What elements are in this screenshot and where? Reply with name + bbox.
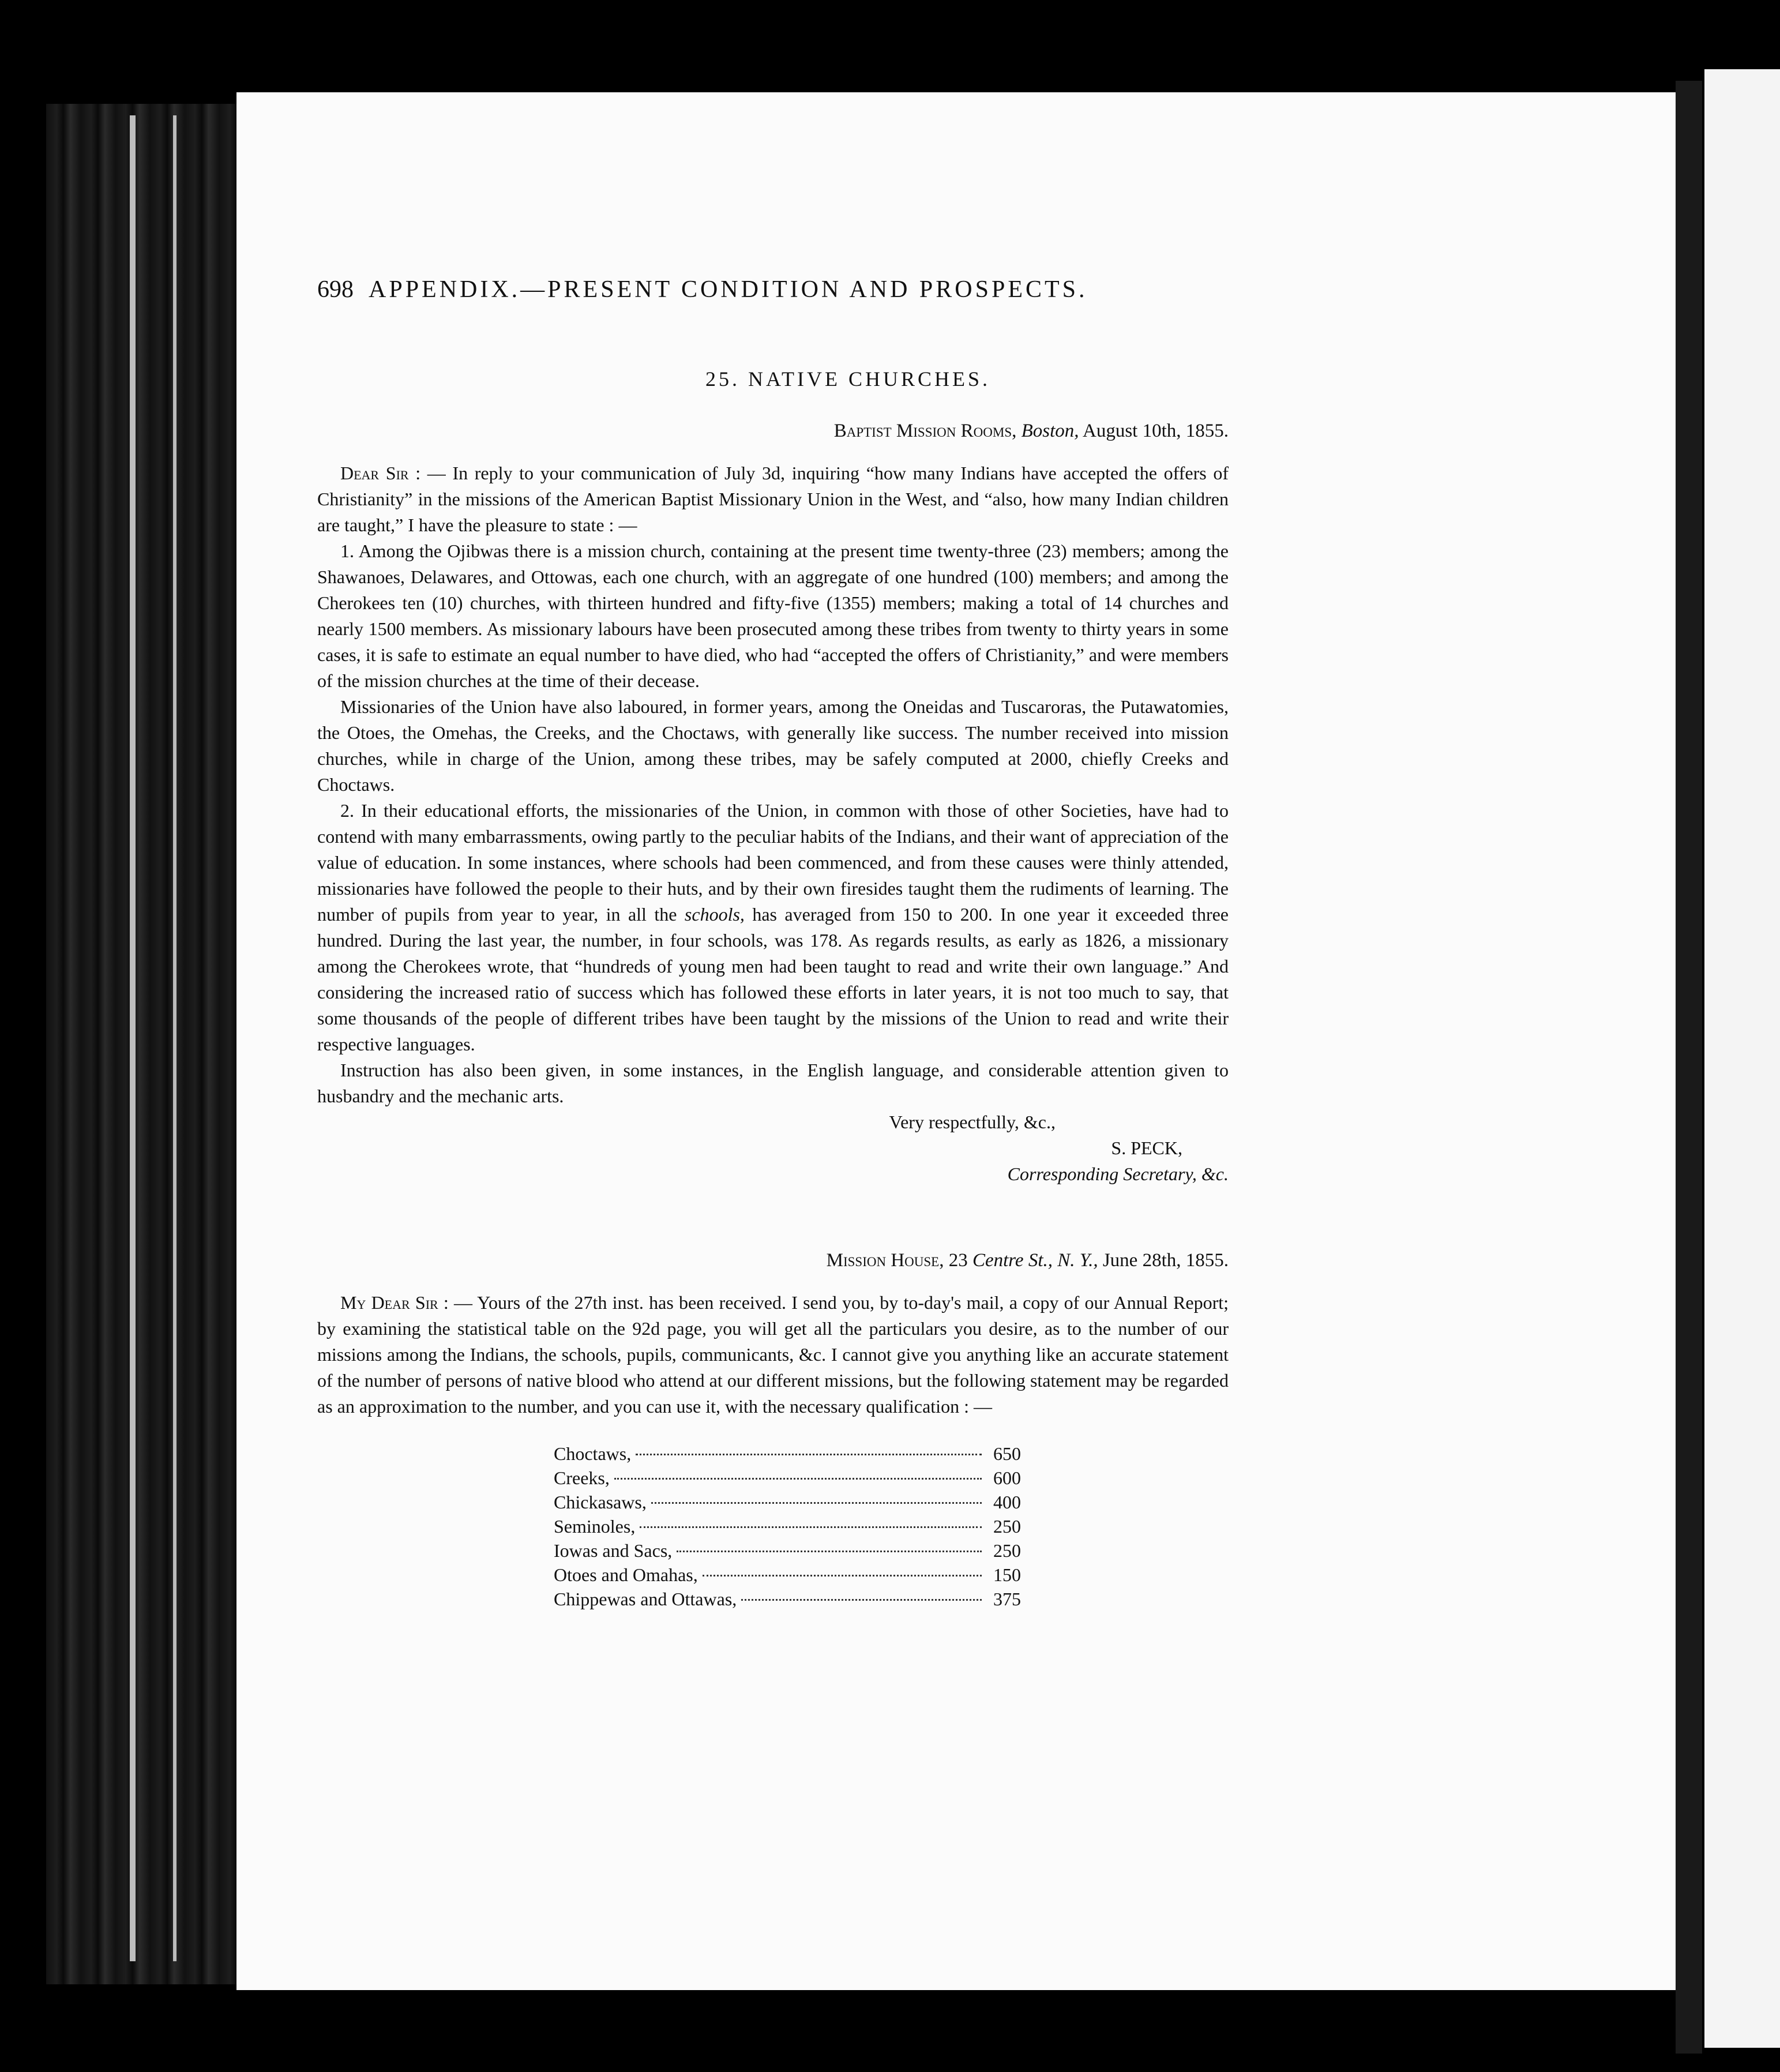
tribe-name: Otoes and Omahas, bbox=[554, 1564, 698, 1585]
leader-dots bbox=[677, 1550, 982, 1552]
spine-highlight bbox=[173, 115, 177, 1961]
table-row bbox=[554, 1442, 1021, 1466]
tribe-name: Choctaws, bbox=[554, 1443, 632, 1464]
letter1-paragraph: Instruction has also been given, in some instances, in the English language, and considerable attention given to husbandry and the mechanic arts. bbox=[317, 1060, 1229, 1106]
dateline-place: Mission House, bbox=[826, 1250, 944, 1271]
signer-name: S. PECK, bbox=[1111, 1138, 1182, 1158]
letter1-dateline bbox=[317, 418, 1229, 444]
tribe-count: 250 bbox=[993, 1540, 1021, 1561]
letter1-paragraph: 1. Among the Ojibwas there is a mission church, containing at the present time twenty-three (23) members; among the Shawanoes, Delawares, and Ottowas, each one church, with an aggregate of one hundred (100) members; and among the Cherokees ten (10) churches, with thirteen hundred and fifty-five (1355) members; making a total of 14 churches and nearly 1500 members. As missionary labours have been prosecuted among these tribes from twenty to thirty years in some cases, it is safe to estimate an equal number to have died, who had “accepted the offers of Christianity,” and were members of the mission churches at the time of their decease. bbox=[317, 540, 1229, 691]
tribe-count: 650 bbox=[993, 1443, 1021, 1464]
tribe-count: 150 bbox=[993, 1564, 1021, 1585]
tribe-count: 250 bbox=[993, 1516, 1021, 1537]
page-gutter bbox=[1676, 81, 1702, 2054]
book-spine-edge bbox=[46, 104, 236, 1984]
leader-dots bbox=[741, 1598, 982, 1601]
letter2-dateline bbox=[317, 1248, 1229, 1274]
letter1-paragraph bbox=[317, 798, 1229, 1057]
letter2-paragraph bbox=[317, 1290, 1229, 1420]
running-title: APPENDIX.—PRESENT CONDITION AND PROSPECTS. bbox=[369, 276, 1088, 303]
table-row bbox=[554, 1587, 1021, 1611]
closing: Very respectfully, &c., bbox=[889, 1112, 1056, 1132]
tribe-name: Chickasaws, bbox=[554, 1492, 647, 1512]
tribe-name: Chippewas and Ottawas, bbox=[554, 1589, 737, 1609]
leader-dots bbox=[640, 1526, 982, 1528]
tribe-name: Seminoles, bbox=[554, 1516, 636, 1537]
paragraph-text: has averaged from 150 to 200. In one year it exceeded three hundred. During the last year, the number, in four schools, was 178. As regards results, as early as 1826, a missionary among the Cherokees wrote, that “hundreds of young men had been taught to read and write their own language.” And considering the increased ratio of success which has followed these efforts in later years, it is not too much to say, that some thousands of the people of different tribes have been taught by the missions of the Union to read and write their respective languages. bbox=[317, 904, 1229, 1054]
signer-title: Corresponding Secretary, &c. bbox=[1007, 1163, 1229, 1184]
table-row bbox=[554, 1563, 1021, 1587]
page-number: 698 bbox=[317, 276, 354, 303]
dateline-street: Centre St., N. Y., bbox=[972, 1250, 1098, 1271]
leader-dots bbox=[651, 1502, 982, 1504]
letter1-paragraph bbox=[317, 460, 1229, 538]
tribe-count: 375 bbox=[993, 1589, 1021, 1609]
leader-dots bbox=[703, 1574, 982, 1576]
dateline-date: June 28th, 1855. bbox=[1102, 1250, 1229, 1271]
leader-dots bbox=[614, 1477, 982, 1480]
tribe-name: Creeks, bbox=[554, 1467, 610, 1488]
table-row bbox=[554, 1538, 1021, 1563]
letter1-paragraph: Missionaries of the Union have also laboured, in former years, among the Oneidas and Tuscaroras, the Putawatomies, the Otoes, the Omehas, the Creeks, and the Choctaws, with generally like success. The number received into mission churches, while in charge of the Union, among these tribes, may be safely computed at 2000, chiefly Creeks and Choctaws. bbox=[317, 696, 1229, 795]
paragraph-text: — In reply to your communication of July 3d, inquiring “how many Indians have accepted the offers of Christianity” in the missions of the American Baptist Missionary Union in the West, and “also, how many Indian children are taught,” I have the pleasure to state : — bbox=[317, 463, 1229, 535]
dateline-city: Boston, bbox=[1021, 421, 1079, 441]
italic-text: schools, bbox=[684, 904, 745, 925]
facing-page-edge bbox=[1704, 69, 1780, 2048]
running-header bbox=[317, 277, 1229, 303]
tribe-name: Iowas and Sacs, bbox=[554, 1540, 673, 1561]
statistics-table bbox=[554, 1442, 1021, 1611]
dateline-date: August 10th, 1855. bbox=[1082, 421, 1229, 441]
paragraph-text: — Yours of the 27th inst. has been received. I send you, by to-day's mail, a copy of our Annual Report; by examining the statistical table on the 92d page, you will get all the particulars you desire, as to the number of our missions among the Indians, the schools, pupils, communicants, &c. I cannot give you anything like an accurate statement of the number of persons of native blood who attend at our different missions, but the following statement may be regarded as an approximation to the number, and you can use it, with the necessary qualification : — bbox=[317, 1292, 1229, 1417]
salutation: Dear Sir : bbox=[340, 463, 421, 483]
page-content bbox=[317, 190, 1229, 1611]
table-row bbox=[554, 1490, 1021, 1514]
tribe-count: 400 bbox=[993, 1492, 1021, 1512]
table-row bbox=[554, 1514, 1021, 1538]
dateline-place: Baptist Mission Rooms, bbox=[833, 421, 1017, 441]
section-title: 25. NATIVE CHURCHES. bbox=[705, 367, 990, 391]
salutation: My Dear Sir : bbox=[340, 1292, 449, 1313]
tribe-count: 600 bbox=[993, 1467, 1021, 1488]
dateline-address: 23 bbox=[948, 1250, 968, 1271]
table-row bbox=[554, 1466, 1021, 1490]
leader-dots bbox=[636, 1453, 982, 1455]
paragraph-text: 2. In their educational efforts, the missionaries of the Union, in common with those of other Societies, have had to contend with many embarrassments, owing partly to the peculiar habits of the Indians, and their want of appreciation of the value of education. In some instances, where schools had been commenced, and from these causes were thinly attended, missionaries have followed the people to their huts, and by their own firesides taught them the rudiments of learning. The number of pupils from year to year, in all the bbox=[317, 800, 1229, 925]
spine-highlight bbox=[130, 115, 136, 1961]
